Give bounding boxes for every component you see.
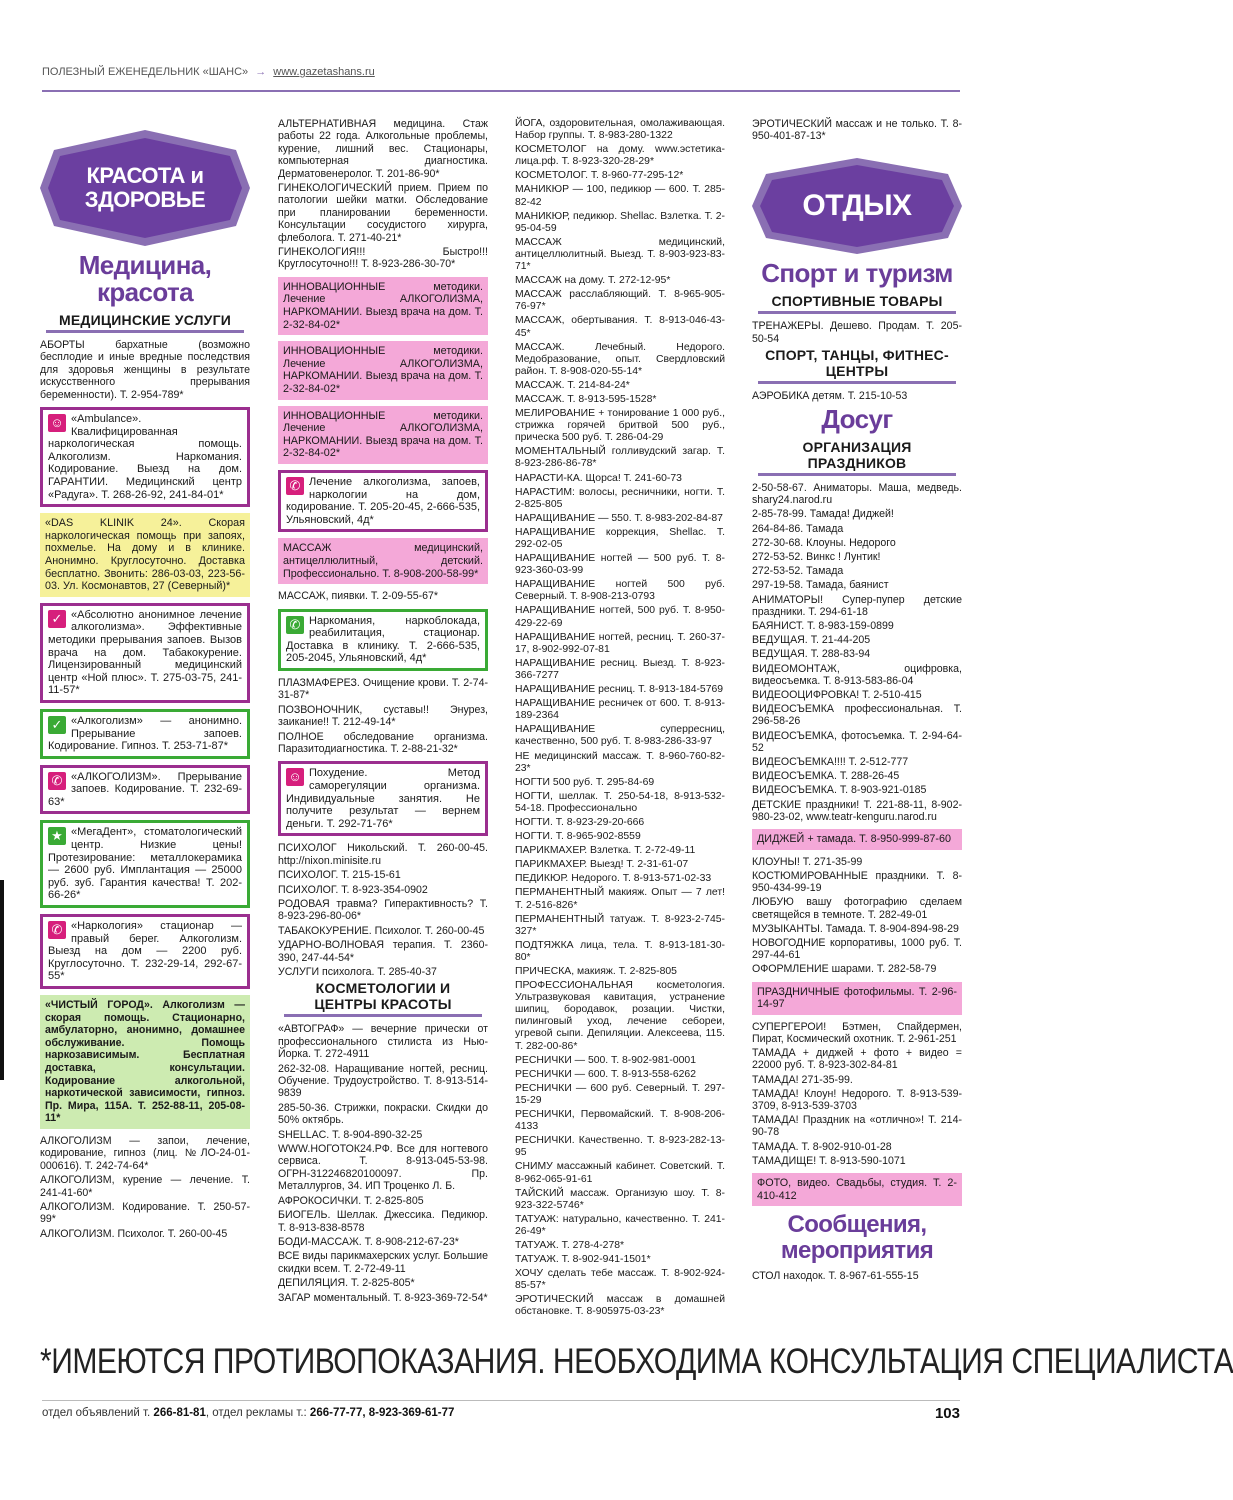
smile-icon: ☺ <box>286 768 304 786</box>
classified-ad: ХОЧУ сделать тебе массаж. Т. 8-902-924-85-57* <box>515 1268 725 1292</box>
classified-ad: ТАБАКОКУРЕНИЕ. Психолог. Т. 260-00-45 <box>278 924 485 937</box>
classified-ad: УСЛУГИ психолога. Т. 285-40-37 <box>278 966 437 978</box>
classified-ad: 272-53-52. Винкс ! Лунтик! <box>752 551 881 564</box>
classified-ad: ГИНЕКОЛОГИЯ!!! Быстро!!! Круглосуточно!!! Т. 8-923-286-30-70* <box>278 246 488 271</box>
subsection-holidays: ОРГАНИЗАЦИЯ ПРАЗДНИКОВ <box>758 439 956 476</box>
classified-ad: ТАТУАЖ. Т. 8-902-941-1501* <box>515 1254 651 1266</box>
subsection-cosmetology: КОСМЕТОЛОГИИ И ЦЕНТРЫ КРАСОТЫ <box>284 980 482 1017</box>
classified-ad: ТАМАДА! Клоун! Недорого. Т. 8-913-539-3709, 8-913-539-3703 <box>752 1087 962 1112</box>
ad-box-megadent <box>40 820 250 908</box>
classified-ad: ТАМАДА! Праздник на «отлично»! Т. 214-90-78 <box>752 1114 962 1139</box>
classified-ad: ЭРОТИЧЕСКИЙ массаж и не только. Т. 8-950-401-87-13* <box>752 118 962 143</box>
classified-ad: ПОЛНОЕ обследование организма. Паразитодиагностика. Т. 2-88-21-32* <box>278 730 488 755</box>
ad-das-klinik: «DAS KLINIK 24». Скорая наркологическая помощь при запоях, похмелье. На дому и в клинике. Анонимно. Круглосуточно. Доставка бесплатно. Звонить: 286-03-03, 223-56-03. Ул. Космонавтов, 27 (Северный)* <box>40 513 250 597</box>
classified-ad: ВЕДУЩАЯ. Т. 21-44-205 <box>752 634 871 647</box>
classified-ad: НАРАЩИВАНИЕ коррекция, Shellac. Т. 292-02-05 <box>515 526 725 550</box>
classified-ad: ТАМАДА! 271-35-99. <box>752 1073 853 1086</box>
ad-box-alkogolizm <box>40 709 250 759</box>
classified-ad: ПОДТЯЖКА лица, тела. Т. 8-913-181-30-80* <box>515 939 725 963</box>
ad-innovation-2: ИННОВАЦИОННЫЕ методики. Лечение АЛКОГОЛИЗМА, НАРКОМАНИИ. Выезд врача на дом. Т. 2-32-84-02* <box>278 341 488 399</box>
column-2 <box>278 118 488 1306</box>
classified-ad: НОВОГОДНИЕ корпоративы, 1000 руб. Т. 297-44-61 <box>752 936 962 962</box>
classified-ad: ВИДЕОСЪЕМКА профессиональная. Т. 296-58-26 <box>752 703 962 728</box>
section-title-messages: Сообщения, мероприятия <box>780 1211 934 1265</box>
subsection-sport-dance: СПОРТ, ТАНЦЫ, ФИТНЕС-ЦЕНТРЫ <box>758 347 956 384</box>
classified-ad: ПАРИКМАХЕР. Выезд! Т. 2-31-61-07 <box>515 859 689 871</box>
classified-ad: ПЛАЗМАФЕРЕЗ. Очищение крови. Т. 2-74-31-87* <box>278 676 488 702</box>
ad-text: «Алкоголизм» — анонимно. Прерывание запоев. Кодирование. Гипноз. Т. 253-71-87* <box>48 714 242 753</box>
classified-ad: ПСИХОЛОГ. Т. 215-15-61 <box>278 869 401 882</box>
classified-ad: МУЗЫКАНТЫ. Тамада. Т. 8-904-894-98-29 <box>752 922 959 935</box>
classified-ad: МАССАЖ. Т. 8-913-595-1528* <box>515 393 657 405</box>
classified-ad: АЛКОГОЛИЗМ. Психолог. Т. 260-00-45 <box>40 1227 228 1240</box>
ad-innovation-3: ИННОВАЦИОННЫЕ методики. Лечение АЛКОГОЛИЗМА, НАРКОМАНИИ. Выезд врача на дом. Т. 2-32-84-02* <box>278 406 488 464</box>
classified-ad: АЛКОГОЛИЗМ — запои, лечение, кодирование, гипноз (лиц. №ЛО-24-01-000616). Т. 242-74-64* <box>40 1134 250 1172</box>
classified-ad: АЛЬТЕРНАТИВНАЯ медицина. Стаж работы 22 года. Алкогольные проблемы, курение, лишний вес. Стационары, компьютерная диагностика. Дерматовенеролог. Т. 201-86-90* <box>278 118 488 180</box>
classified-ad: КОСМЕТОЛОГ на дому. www.эстетика-лица.рф. Т. 8-923-320-28-29* <box>515 144 725 168</box>
classified-ad: 272-53-52. Тамада <box>752 565 844 578</box>
classified-ad: РЕСНИЧКИ. Качественно. Т. 8-923-282-13-95 <box>515 1135 725 1159</box>
classified-ad: СУПЕРГЕРОИ! Бэтмен, Спайдермен, Пират, Космический охотник. Т. 2-961-251 <box>752 1020 962 1045</box>
contacts-mid: , отдел рекламы т.: <box>205 1407 307 1419</box>
classified-ad: ВИДЕОСЪЕМКА. Т. 288-26-45 <box>752 770 900 783</box>
classified-ad: ПСИХОЛОГ Никольский. Т. 260-00-45. http://nixon.minisite.ru <box>278 842 488 867</box>
ad-box-narkomaniya <box>278 609 488 671</box>
classified-ad: ПАРИКМАХЕР. Взлетка. Т. 2-72-49-11 <box>515 845 696 857</box>
classified-ad: ПЕРМАНЕНТНЫЙ татуаж. Т. 8-923-2-745-327* <box>515 913 725 937</box>
classified-ad: ТРЕНАЖЕРЫ. Дешево. Продам. Т. 205-50-54 <box>752 320 962 345</box>
classified-ad: ВСЕ виды парикмахерских услуг. Большие скидки всем. Т. 2-72-49-11 <box>278 1250 488 1275</box>
subsection-sport-goods: СПОРТИВНЫЕ ТОВАРЫ <box>758 293 956 314</box>
ad-box-lechenie <box>278 470 488 532</box>
classified-ad: 272-30-68. Клоуны. Недорого <box>752 536 896 549</box>
classified-ad: МАССАЖ медицинский, антицеллюлитный. Выезд. Т. 8-903-923-83-71* <box>515 236 725 273</box>
classified-ad: НАРАЩИВАНИЕ ресничек от 600. Т. 8-913-189-2364 <box>515 698 725 722</box>
page-number: 103 <box>934 1405 960 1422</box>
classified-ad: ВИДЕОСЪЕМКА!!!! Т. 2-512-777 <box>752 756 909 769</box>
classified-ad: ГИНЕКОЛОГИЧЕСКИЙ прием. Прием по патологии шейки матки. Обследование при планировании беременности. Консультации сосудистого хирурга, флеболога. Т. 271-40-21* <box>278 182 488 244</box>
classified-ad: БОДИ-МАССАЖ. Т. 8-908-212-67-23* <box>278 1235 459 1248</box>
classified-ad: НАРАЩИВАНИЕ ресниц. Выезд. Т. 8-923-366-7277 <box>515 657 725 681</box>
classified-ad: ВЕДУЩАЯ. Т. 288-83-94 <box>752 648 871 661</box>
ad-photo-video: ФОТО, видео. Свадьбы, студия. Т. 2-410-412 <box>752 1173 962 1206</box>
classified-ad: ДЕТСКИЕ праздники! Т. 221-88-11, 8-902-980-23-02, www.teatr-kenguru.narod.ru <box>752 798 962 823</box>
classified-ad: ТАЙСКИЙ массаж. Организую шоу. Т. 8-923-322-5746* <box>515 1187 725 1211</box>
classified-ad: WWW.НОГОТОК24.РФ. Все для ногтевого сервиса. Т. 8-913-045-53-98. ОГРН-312246820100097. Пр. Металлургов, 34. ИП Троценко Л. Б. <box>278 1143 488 1193</box>
classified-ad: ТАМАДИЩЕ! Т. 8-913-590-1071 <box>752 1154 906 1167</box>
classified-ad: НОГТИ. Т. 8-923-29-20-666 <box>515 816 645 828</box>
classified-ad: МАНИКЮР — 100, педикюр — 600. Т. 285-82-42 <box>515 184 725 208</box>
ad-text: «АЛКОГОЛИЗМ». Прерывание запоев. Кодирование. Т. 232-69-63* <box>48 770 242 808</box>
classified-ad: РЕСНИЧКИ — 500. Т. 8-902-981-0001 <box>515 1054 696 1066</box>
classified-ad: НАРАЩИВАНИЕ ресниц. Т. 8-913-184-5769 <box>515 684 724 696</box>
classified-ad: МАССАЖ, пиявки. Т. 2-09-55-67* <box>278 590 439 603</box>
margin-mark <box>0 880 4 1080</box>
classified-ad: ТАТУАЖ: натурально, качественно. Т. 241-26-49* <box>515 1213 725 1237</box>
classified-ad: ТАМАДА + диджей + фото + видео = 22000 руб. Т. 8-923-302-84-81 <box>752 1047 962 1072</box>
classified-ad: ЗАГАР моментальный. Т. 8-923-369-72-54* <box>278 1291 488 1304</box>
classified-ad: АБОРТЫ бархатные (возможно бесплодие и иные вредные последствия для здоровья женщины в результате искусственного прерывания беременности). Т. 2-954-789* <box>40 339 250 401</box>
classified-ad: КОСМЕТОЛОГ. Т. 8-960-77-295-12* <box>515 170 684 182</box>
classified-ad: 297-19-58. Тамада, баянист <box>752 579 889 592</box>
classified-ad: НАРАЩИВАНИЕ ногтей, 500 руб. Т. 8-950-429-22-69 <box>515 605 725 629</box>
classified-ad: АНИМАТОРЫ! Супер-пупер детские праздники. Т. 294-61-18 <box>752 593 962 618</box>
classified-ad: 2-85-78-99. Тамада! Диджей! <box>752 508 894 521</box>
subsection-medical-services: МЕДИЦИНСКИЕ УСЛУГИ <box>46 312 244 333</box>
classified-ad: АЛКОГОЛИЗМ. Кодирование. Т. 250-57-99* <box>40 1200 250 1226</box>
section-title-medicine: Медицина, красота <box>78 250 212 307</box>
page-header <box>42 66 960 92</box>
arrow-icon: → <box>255 66 267 78</box>
classified-ad: ПОЗВОНОЧНИК, суставы!! Энурез, заикание!! Т. 212-49-14* <box>278 703 488 729</box>
ad-text: «Наркология» стационар — правый берег. Алкоголизм. Выезд на дом — 2200 руб. Круглосуточно. Т. 232-29-14, 292-67-55* <box>48 920 242 983</box>
page-footer <box>42 1400 960 1422</box>
classified-ad: СТОЛ находок. Т. 8-967-61-555-15 <box>752 1270 919 1283</box>
check-icon: ✓ <box>48 610 66 628</box>
advert-phone: 266-77-77, 8-923-369-61-77 <box>309 1407 455 1419</box>
classified-ad: РЕСНИЧКИ — 600 руб. Северный. Т. 297-15-29 <box>515 1082 725 1106</box>
classified-ad: НАРАЩИВАНИЕ — 550. Т. 8-983-202-84-87 <box>515 512 723 524</box>
classified-ad: НОГТИ, шеллак. Т. 250-54-18, 8-913-532-54-18. Профессионально <box>515 790 725 814</box>
column-3 <box>515 118 725 1321</box>
classified-ad: ОФОРМЛЕНИЕ шарами. Т. 282-58-79 <box>752 963 937 976</box>
classified-ad: МОМЕНТАЛЬНЫЙ голливудский загар. Т. 8-923-286-86-78* <box>515 446 725 470</box>
ad-box-narkologiya <box>40 914 250 989</box>
classified-ad: ВИДЕОМОНТАЖ, оцифровка, видеосъемка. Т. 8-913-583-86-04 <box>752 662 962 687</box>
classified-ad: НАРАЩИВАНИЕ ногтей 500 руб. Северный. Т. 8-908-213-0793 <box>515 579 725 603</box>
classified-ad: МАССАЖ, обертывания. Т. 8-913-046-43-45* <box>515 315 725 339</box>
classified-ad: АЛКОГОЛИЗМ, курение — лечение. Т. 241-41-60* <box>40 1174 250 1199</box>
ad-massage-pink: МАССАЖ медицинский, антицеллюлитный, детский. Профессионально. Т. 8-908-200-58-99* <box>278 538 488 584</box>
classified-ad: НАРАЩИВАНИЕ суперресниц, качественно, 500 руб. Т. 8-983-286-33-97 <box>515 724 725 748</box>
classified-ad: ТАМАДА. Т. 8-902-910-01-28 <box>752 1140 892 1153</box>
classified-ad: 2-50-58-67. Аниматоры. Маша, медведь. shary24.narod.ru <box>752 482 962 507</box>
ad-chisty-gorod: «ЧИСТЫЙ ГОРОД». Алкоголизм — скорая помощь. Стационарно, амбулаторно, анонимно, домашнее обслуживание. Помощь наркозависимым. Бесплатная доставка, консультации. Кодирование алкогольной, наркотической зависимости, гипноз. Пр. Мира, 115А. Т. 252-88-11, 205-08-11* <box>40 995 250 1129</box>
classified-ad: МАССАЖ. Т. 214-84-24* <box>515 379 630 391</box>
phone-icon: ✆ <box>286 616 304 634</box>
category-badge-rest <box>752 156 962 256</box>
ad-photofilms: ПРАЗДНИЧНЫЕ фотофильмы. Т. 2-96-14-97 <box>752 982 962 1015</box>
classified-ad: 285-50-36. Стрижки, покраски. Скидки до 50% октябрь. <box>278 1101 488 1127</box>
ad-text: «МегаДент», стоматологический центр. Низкие цены! Протезирование: металлокерамика — 2600 руб. Имплантация — 25000 руб. зуб. Гарантия качества! Т. 202-66-26* <box>48 826 242 902</box>
classified-ad: 264-84-86. Тамада <box>752 522 844 535</box>
classified-ad: ПЕДИКЮР. Недорого. Т. 8-913-571-02-33 <box>515 873 712 885</box>
section-title-leisure: Досуг <box>821 404 893 435</box>
hex-line1: КРАСОТА и <box>86 163 204 188</box>
classified-ad: ВИДЕОСЪЕМКА. Т. 8-903-921-0185 <box>752 784 927 797</box>
classified-ad: ПСИХОЛОГ. Т. 8-923-354-0902 <box>278 883 428 896</box>
column-4 <box>752 118 962 1284</box>
ad-text: Наркомания, наркоблокада, реабилитация, стационар. Доставка в клинику. Т. 2-666-535, 205-2045, Ульяновский, 4д* <box>286 614 480 665</box>
classified-ad: АФРОКОСИЧКИ. Т. 2-825-805 <box>278 1194 424 1207</box>
hex-line2: ЗДОРОВЬЕ <box>84 187 206 212</box>
classified-ad: СНИМУ массажный кабинет. Советский. Т. 8-962-065-91-61 <box>515 1161 725 1185</box>
phone-icon: ✆ <box>48 772 66 790</box>
classified-ad: ДЕПИЛЯЦИЯ. Т. 2-825-805* <box>278 1277 415 1290</box>
publication-name: ПОЛЕЗНЫЙ ЕЖЕНЕДЕЛЬНИК «ШАНС» <box>42 66 249 78</box>
classified-ad: РОДОВАЯ травма? Гиперактивность? Т. 8-923-296-80-06* <box>278 897 488 923</box>
classified-ad: ПЕРМАНЕНТНЫЙ макияж. Опыт — 7 лет! Т. 2-516-826* <box>515 887 725 911</box>
classified-ad: БИОГЕЛЬ. Шеллак. Джессика. Педикюр. Т. 8-913-838-8578 <box>278 1209 488 1234</box>
classified-ad: НАРАЩИВАНИЕ ногтей — 500 руб. Т. 8-923-360-03-99 <box>515 553 725 577</box>
ad-innovation-1: ИННОВАЦИОННЫЕ методики. Лечение АЛКОГОЛИЗМА, НАРКОМАНИИ. Выезд врача на дом. Т. 2-32-84-02* <box>278 277 488 335</box>
classified-ad: БАЯНИСТ. Т. 8-983-159-0899 <box>752 620 894 633</box>
classified-ad: ЛЮБУЮ вашу фотографию сделаем светящейся в темноте. Т. 282-49-01 <box>752 896 962 921</box>
star-icon: ★ <box>48 827 66 845</box>
classified-ad: ПРОФЕССИОНАЛЬНАЯ косметология. Ультразвуковая кавитация, устранение шипиц, бородавок, розации. Чистки, пилинговый уход, лечение себореи, угревой сыпи. Депиляции. Алексеева, 115. Т. 282-00-86* <box>515 980 725 1052</box>
ad-text: Похудение. Метод саморегуляции организма. Индивидуальные занятия. Не получите результат — вернем деньги. Т. 292-71-76* <box>286 767 480 830</box>
classified-ad: ВИДЕООЦИФРОВКА! Т. 2-510-415 <box>752 689 922 702</box>
ad-dj: ДИДЖЕЙ + тамада. Т. 8-950-999-87-60 <box>752 829 962 850</box>
classified-ad: НОГТИ 500 руб. Т. 295-84-69 <box>515 776 655 788</box>
ads-phone: 266-81-81 <box>153 1407 206 1419</box>
classified-ad: НОГТИ. Т. 8-965-902-8559 <box>515 831 641 843</box>
hex-title-rest: ОТДЫХ <box>802 189 912 223</box>
disclaimer: *ИМЕЮТСЯ ПРОТИВОПОКАЗАНИЯ. НЕОБХОДИМА КОНСУЛЬТАЦИЯ СПЕЦИАЛИСТА <box>40 1342 1233 1381</box>
ad-box-pohudenie <box>278 761 488 836</box>
classified-ad: УДАРНО-ВОЛНОВАЯ терапия. Т. 2360-390, 247-44-54* <box>278 939 488 964</box>
ad-box-alkogolizm-2 <box>40 765 250 815</box>
classified-ad: МАНИКЮР, педикюр. Shellac. Взлетка. Т. 2-95-04-59 <box>515 210 725 234</box>
classified-ad: ПРИЧЕСКА, макияж. Т. 2-825-805 <box>515 966 677 977</box>
classified-ad: АЭРОБИКА детям. Т. 215-10-53 <box>752 389 908 402</box>
classified-ad: ТАТУАЖ. Т. 278-4-278* <box>515 1239 625 1251</box>
ad-box-ambulance <box>40 407 250 507</box>
classified-ad: МАССАЖ. Лечебный. Недорого. Медобразование, опыт. Свердловский район. Т. 8-908-020-55-14* <box>515 341 725 377</box>
classified-ad: SHELLAC. Т. 8-904-890-32-25 <box>278 1128 423 1141</box>
classified-ad: НАРАЩИВАНИЕ ногтей, ресниц. Т. 260-37-17, 8-902-992-07-81 <box>515 631 725 655</box>
classified-ad: РЕСНИЧКИ — 600. Т. 8-913-558-6262 <box>515 1068 696 1080</box>
classified-ad: КОСТЮМИРОВАННЫЕ праздники. Т. 8-950-434-99-19 <box>752 869 962 895</box>
section-title-sport: Спорт и туризм <box>761 258 953 289</box>
classified-ad: МАССАЖ расслабляющий. Т. 8-965-905-76-97* <box>515 289 725 313</box>
classified-ad: МАССАЖ на дому. Т. 272-12-95* <box>515 275 671 287</box>
classified-ad: ЭРОТИЧЕСКИЙ массаж в домашней обстановке. Т. 8-905975-03-23* <box>515 1294 725 1318</box>
classified-ad: 262-32-08. Наращивание ногтей, ресниц. Обучение. Трудоустройство. Т. 8-913-514-9839 <box>278 1062 488 1100</box>
category-badge-beauty <box>40 128 250 248</box>
site-link[interactable]: www.gazetashans.ru <box>273 66 375 78</box>
classified-ad: МЕЛИРОВАНИЕ + тонирование 1 000 руб., стрижка горячей бритвой 500 руб., прическа 500 руб. Т. 286-04-29 <box>515 408 725 444</box>
classified-ad: ВИДЕОСЪЕМКА, фотосъемка. Т. 2-94-64-52 <box>752 729 962 754</box>
ad-text: Лечение алкоголизма, запоев, наркологии на дом, кодирование. Т. 205-20-45, 2-666-535, Ульяновский, 4д* <box>286 476 480 526</box>
classified-ad: РЕСНИЧКИ, Первомайский. Т. 8-908-206-4133 <box>515 1109 725 1133</box>
classified-ad: НАРАСТИ-КА. Щорса! Т. 241-60-73 <box>515 472 682 484</box>
classified-ad: ЙОГА, оздоровительная, омолаживающая. Набор группы. Т. 8-983-280-1322 <box>515 118 725 142</box>
classified-ad: «АВТОГРАФ» — вечерние прически от профессионального стилиста из Нью-Йорка. Т. 272-4911 <box>278 1023 488 1061</box>
classified-ad: КЛОУНЫ! Т. 271-35-99 <box>752 855 863 868</box>
smile-icon: ☺ <box>48 414 66 432</box>
ad-text: «Ambulance». Квалифицированная наркологическая помощь. Алкоголизм. Наркомания. Кодирование. Выезд на дом. ГАРАНТИИ. Медицинский центр «Радуга». Т. 268-26-92, 241-84-01* <box>48 413 242 501</box>
contacts-prefix: отдел объявлений т. <box>42 1407 151 1419</box>
classified-ad: НЕ медицинский массаж. Т. 8-960-760-82-23* <box>515 750 725 774</box>
phone-icon: ✆ <box>286 477 304 495</box>
column-1 <box>40 118 250 1242</box>
classified-ad: НАРАСТИМ: волосы, ресничники, ногти. Т. 2-825-805 <box>515 486 725 510</box>
ad-box-anonim <box>40 603 250 703</box>
phone-icon: ✆ <box>48 921 66 939</box>
check-icon: ✓ <box>48 716 66 734</box>
ad-text: «Абсолютно анонимное лечение алкоголизма». Эффективные методики прерывания запоев. Вызов врача на дом. Табакокурение. Лицензированный медицинский центр «Ной плюс». Т. 275-03-75, 241-11-57* <box>48 608 242 697</box>
